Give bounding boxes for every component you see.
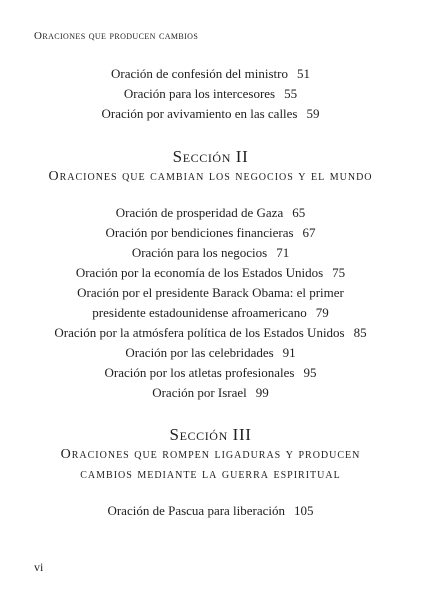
toc-entry-title: Oración por bendiciones financieras [105, 225, 294, 240]
toc-entry [0, 205, 421, 221]
toc-entry-title: presidente estadounidense afroamericano [92, 305, 307, 320]
toc-entry [0, 305, 421, 321]
section-subtitle: cambios mediante la guerra espiritual [80, 467, 341, 482]
toc-entry-page: 105 [294, 503, 314, 518]
section-subtitle: Oraciones que cambian los negocios y el mundo [48, 169, 373, 184]
toc-entry [0, 225, 421, 241]
toc-entry-title: Oración por la economía de los Estados Unidos [75, 265, 324, 280]
toc-entry-page: 55 [284, 86, 298, 101]
toc-entry-title: Oración para los negocios [131, 245, 268, 260]
section-subtitle: Oraciones que rompen ligaduras y producen [60, 447, 361, 462]
toc-entry-page: 99 [255, 385, 269, 400]
toc-entry-page: 91 [282, 345, 296, 360]
toc-entry-title: Oración por avivamiento en las calles [101, 106, 298, 121]
toc-entry-title: Oración de prosperidad de Gaza [115, 205, 284, 220]
toc-entry-page: 67 [302, 225, 316, 240]
section-title: Sección II [172, 147, 249, 166]
page-number: vi [34, 560, 44, 574]
toc-entry-page: 85 [353, 325, 367, 340]
toc-entry [0, 503, 421, 519]
toc-entry-title: Oración para los intercesores [123, 86, 276, 101]
toc-entry [0, 245, 421, 261]
toc-entry [0, 106, 421, 122]
toc-entry-page: 75 [332, 265, 346, 280]
running-head: Oraciones que producen cambios [34, 30, 199, 42]
toc-entry-page: 79 [315, 305, 329, 320]
toc-entry [0, 86, 421, 102]
toc-entry-page: 59 [306, 106, 320, 121]
toc-entry-page: 71 [276, 245, 290, 260]
toc-entry-title: Oración por las celebridades [125, 345, 274, 360]
toc-entry-title: Oración de Pascua para liberación [107, 503, 286, 518]
toc-entry-title: Oración de confesión del ministro [111, 66, 288, 81]
toc-entry-page: 65 [292, 205, 306, 220]
toc-entry [0, 285, 421, 301]
toc-entry [0, 345, 421, 361]
toc-entry [0, 385, 421, 401]
toc-entry [0, 265, 421, 281]
toc-entry-page: 51 [296, 66, 310, 81]
toc-entry-title: Oración por Israel [152, 385, 247, 400]
toc-entry-title: Oración por la atmósfera política de los Estados Unidos [54, 325, 345, 340]
toc-entry-page: 95 [303, 365, 317, 380]
section-title: Sección III [169, 425, 252, 444]
toc-entry-title: Oración por los atletas profesionales [104, 365, 295, 380]
toc-entry [0, 365, 421, 381]
toc-entry [0, 325, 421, 341]
toc-entry [0, 66, 421, 82]
toc-entry-title: Oración por el presidente Barack Obama: el primer [77, 285, 344, 300]
